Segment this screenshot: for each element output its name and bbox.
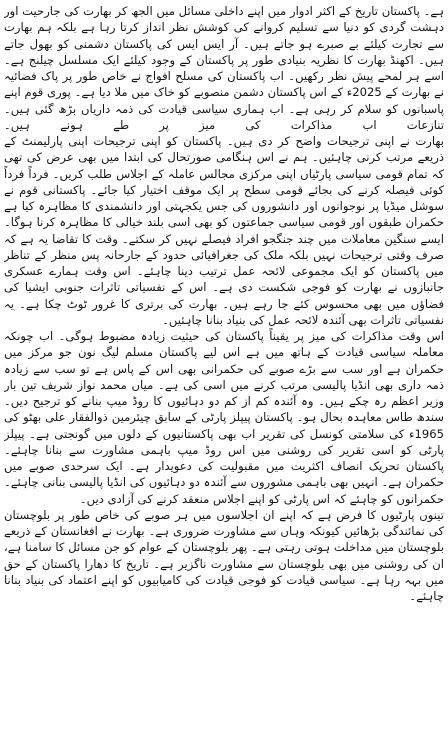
article-paragraph-3: اس وقت مذاکرات کی میز پر یقیناً پاکستان کی حیثیت زیادہ مضبوط ہوگی۔ اب چونکہ معاملہ سیاسی قیادت کے ہاتھ میں ہے اس لیے پاکستان مسلم لیگ نون جو مرکز میں حکمران ہے اور سب سے بڑے صوبے کی حکمرانی بھی اس کے پاس ہے تو سب سے زیادہ ذمہ داری بھی انڈیا پالیسی مرتب کرنے میں اسی کی ہے۔ میاں محمد نواز شریف تین بار وزیر اعظم رہ چکے ہیں۔ وہ آئندہ کم از کم دو دہائیوں کا روڈ میپ بنانے کو ترجیح دیں۔ سندھ طاس معاہدہ بحال ہو۔ پاکستان پیپلز پارٹی کے سابق چیئرمین ذوالفقار علی بھٹو کی 1965ء کی سلامتی کونسل کی تقریر اب بھی پاکستانیوں کے دلوں میں گونجتی ہے۔ پیپلز پارٹی کو اسی تقریر کی روشنی میں اس روڈ میپ باہمی مشاورت سے بنانا چاہئے۔ پاکستان تحریک انصاف اکثریت میں مقبولیت کی دعویدار ہے۔ ایک سرحدی صوبے میں حکمران ہے۔ انہیں بھی باہمی مشوروں سے آئندہ دو دہائیوں کی انڈیا پالیسی بنانی چاہئے۔ حکمرانوں کو چاہئے کہ اس پارٹی کو اپنے اجلاس منعقد کرنے کی آزادی دیں۔ <box>4 329 444 506</box>
article-paragraph-4: تینوں پارٹیوں کا فرض ہے کہ اپنے ان اجلاسوں میں ہر صوبے کی خاص طور پر بلوچستان کی نمائندگی بڑھائیں کیونکہ وہاں سے مشاورت ضروری ہے۔ بھارت نے افغانستان کے ذریعے بلوچستان میں مداخلت ہوتی رہتی ہے۔ پھر بلوچستان کے عوام کو جن مسائل کا سامنا ہے، ان کی روشنی میں بھی بلوچستان سے مشاورت ناگزیر ہے۔ تاریخ کا دھارا پاکستان کے حق میں بہہ رہا ہے۔ سیاسی قیادت کو فوجی قیادت کی کامیابیوں کو اپنے اعتماد کی بنیاد بنانا چاہئے۔ <box>4 507 444 603</box>
newspaper-column <box>4 3 444 731</box>
article-paragraph-1: ہے۔ پاکستان تاریخ کے اکثر ادوار میں اپنے داخلی مسائل میں الجھ کر بھارت کی جارحیت اور دہشت گردی کو دنیا سے تسلیم کروانے کی کوشش نظر انداز کرتا رہا ہے بلکہ ہم بھارت سے تجارت کیلئے بے صبرے ہو جاتے ہیں۔ آر ایس ایس کی پاکستان دشمنی کو بھول جاتے ہیں۔ اکھنڈ بھارت کا نظریہ بنیادی طور پر پاکستان کے وجود کیلئے ایک مسلسل چیلنج ہے۔ اسے ہر لمحے پیش نظر رکھیں۔ اب پاکستان کی مسلح افواج نے خاص طور پر پاک فضائیہ نے بھارت کے 2025ء کے اس پاکستان دشمن منصوبے کو خاک میں ملا دیا ہے۔ پوری قوم اپنے پاسبانوں کو سلام کر رہی ہے۔ اب ہماری سیاسی قیادت کی ذمہ داریاں بڑھ گئی ہیں۔ تنازعات اب مذاکرات کی میز پر طے ہونے ہیں۔ <box>4 4 444 132</box>
article-paragraph-2: بھارت نے اپنی ترجیحات واضح کر دی ہیں۔ پاکستان کو اپنی ترجیحات اپنی پارلیمنٹ کے ذریعے مرتب کرنی چاہئیں۔ ہم نے اس ہنگامی صورتحال کی ابتدا میں بھی عرض کی تھی کہ تمام قومی سیاسی پارٹیاں اپنی مرکزی مجالس عاملہ کے اجلاس طلب کریں۔ فرداً فرداً کوئی فیصلہ کرنے کی بجائے قومی سطح پر ایک موقف اختیار کیا جائے۔ پاکستانی قوم نے سوشل میڈیا پر نوجوانوں اور دانشوروں کی جس یکجہتی اور دانشمندی کا مظاہرہ کیا ہے حکمران طبقوں اور قومی سیاسی جماعتوں کو بھی اسی بلند خیالی کا مظاہرہ کرنا ہوگا۔ ایسے سنگین معاملات میں چند جنگجو افراد فیصلے نہیں کر سکتے۔ وقت کا تقاضا یہ ہے کہ صرف وقتی ترجیحات نہیں بلکہ ملک کی جغرافیائی حدود کے جارحانہ پس منظر کے تناظر میں پاکستان کو ایک مجموعی لائحہ عمل ترتیب دینا چاہئے۔ اس وقت ہمارے عسکری جانبازوں نے بھارت کو فوجی شکست دی ہے۔ اس کے نفسیاتی تاثرات جنوبی ایشیا کی فضاؤں میں بھی محسوس کئے جا رہے ہیں۔ بھارت کی برتری کا غرور ٹوٹ چکا ہے۔ یہ نفسیاتی تاثرات بھی آئندہ لائحہ عمل کی بنیاد بنانا چاہئیں۔ <box>4 134 444 327</box>
